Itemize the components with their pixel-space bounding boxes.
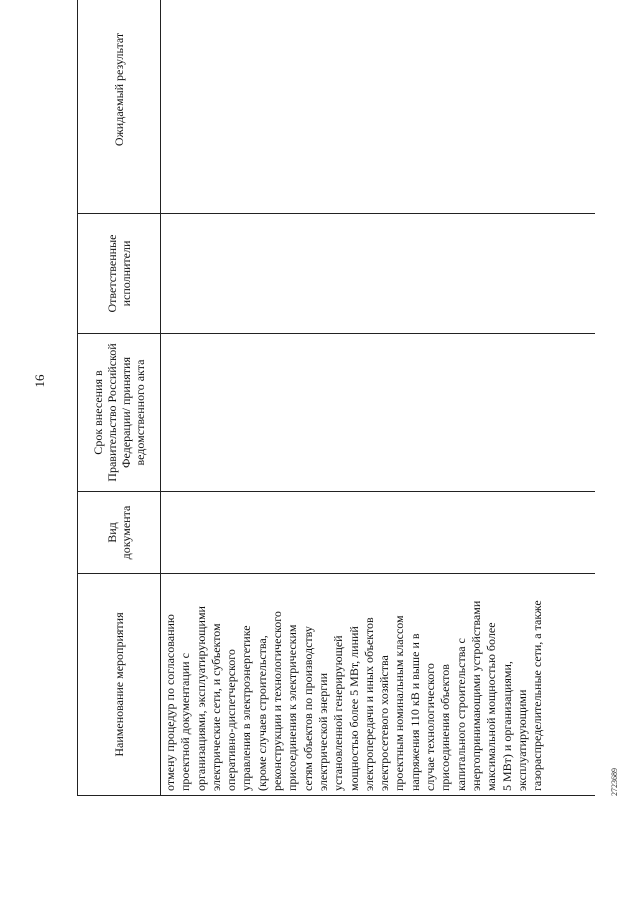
cell-expected-result bbox=[161, 0, 596, 214]
measure-name-line: газораспределительные сети, а также bbox=[530, 600, 545, 791]
measure-name-line: максимальной мощностью более bbox=[484, 622, 499, 791]
measure-name-line: случае технологического bbox=[423, 663, 438, 791]
measures-table bbox=[77, 0, 595, 796]
measure-name-line: напряжения 110 кВ и выше и в bbox=[407, 633, 422, 791]
measure-name-line: электропередачи и иных объектов bbox=[361, 617, 376, 791]
measure-name-line: отмену процедур по согласованию bbox=[163, 614, 177, 791]
table-row bbox=[161, 0, 596, 796]
measure-name-line: энергопринимающими устройствами bbox=[468, 600, 483, 791]
measure-name-line: организациями, эксплуатирующими bbox=[193, 606, 208, 791]
cell-document-type bbox=[161, 492, 596, 574]
measure-name-line: присоединения объектов bbox=[438, 664, 453, 791]
page-number: 16 bbox=[32, 374, 47, 388]
measure-name-line: (кроме случаев строительства, bbox=[254, 635, 269, 791]
measure-name-line: присоединения к электрическим bbox=[285, 624, 300, 791]
measure-name-line: 5 МВт) и организациями, bbox=[499, 661, 514, 791]
measure-name-line: эксплуатирующими bbox=[514, 689, 529, 791]
measure-name-text bbox=[163, 578, 545, 791]
header-document-type: Вид документа bbox=[78, 492, 161, 574]
measure-name-line: проектной документации с bbox=[178, 653, 193, 791]
measure-name-line: оперативно-диспетчерского bbox=[224, 649, 239, 791]
cell-executors bbox=[161, 214, 596, 334]
header-expected-result: Ожидаемый результат bbox=[78, 0, 161, 214]
cell-measure-name bbox=[161, 574, 596, 796]
measure-name-line: электросетевого хозяйства bbox=[377, 655, 392, 791]
header-executors: Ответственные исполнители bbox=[78, 214, 161, 334]
rotated-page bbox=[32, 0, 622, 796]
measure-name-line: установленной генерирующей bbox=[331, 635, 346, 791]
document-code: 2723689 bbox=[610, 768, 619, 796]
table-header-row bbox=[78, 0, 161, 796]
header-measure-name: Наименование мероприятия bbox=[78, 574, 161, 796]
cell-deadline bbox=[161, 334, 596, 492]
measure-name-line: электрической энергии bbox=[315, 672, 330, 791]
measure-name-line: реконструкции и технологического bbox=[270, 611, 285, 791]
measure-name-line: проектным номинальным классом bbox=[392, 615, 407, 791]
measure-name-line: капитального строительства с bbox=[453, 638, 468, 791]
measure-name-line: сетям объектов по производству bbox=[300, 626, 315, 791]
measure-name-line: электрические сети, и субъектом bbox=[208, 623, 223, 791]
measure-name-line: управления в электроэнергетике bbox=[239, 625, 254, 791]
header-deadline: Срок внесения в Правительство Российской Федерации/ принятия ведомственного акта bbox=[78, 334, 161, 492]
measure-name-line: мощностью более 5 МВт, линий bbox=[346, 626, 361, 791]
